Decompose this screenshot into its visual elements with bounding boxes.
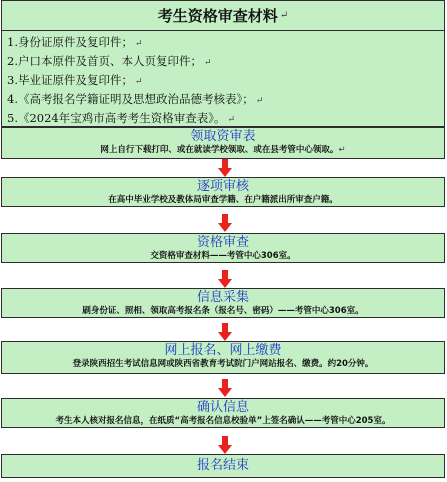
step-box-confirm-info — [1, 398, 445, 428]
down-arrow-icon — [218, 323, 232, 341]
materials-item: 3.毕业证原件及复印件； ↵ — [7, 73, 143, 87]
step-description: 考生本人核对报名信息，在纸质“高考报名信息校验单”上签名确认——考管中心205室。 — [55, 416, 391, 426]
materials-title — [2, 1, 444, 31]
step-box-item-review — [1, 177, 445, 207]
materials-item: 5.《2024年宝鸡市高考考生资格审查表》。 ↵ — [7, 111, 236, 125]
paragraph-mark: ↵ — [279, 10, 289, 21]
step-description: 刷身份证、照相、领取高考报名条（报名号、密码）——考管中心306室。 — [82, 306, 364, 316]
step-description: 交资格审查材料——考管中心306室。 — [150, 251, 296, 261]
step-description: 登录陕西招生考试信息网或陕西省教育考试院门户网站报名、缴费。约20分钟。 — [72, 359, 374, 369]
step-box-online-registration — [1, 341, 445, 374]
materials-box — [1, 0, 445, 127]
step-title: 领取资审表 — [190, 129, 256, 144]
down-arrow-icon — [218, 214, 232, 232]
paragraph-mark: ↵ — [203, 58, 212, 68]
step-box-collect-form — [1, 127, 445, 159]
step-description: 网上自行下载打印、或在就读学校领取、或在县考管中心领取。↵ — [100, 145, 346, 155]
materials-list — [2, 31, 444, 128]
step-title: 信息采集 — [196, 290, 249, 305]
paragraph-mark: ↵ — [134, 39, 143, 49]
down-arrow-icon — [218, 159, 232, 177]
down-arrow-icon — [218, 270, 232, 288]
materials-title-text: 考生资格审查材料 — [157, 7, 278, 25]
step-box-info-collection — [1, 288, 445, 318]
step-title: 资格审查 — [196, 235, 249, 250]
paragraph-mark: ↵ — [134, 77, 143, 87]
materials-item: 4.《高考报名学籍证明及思想政治品德考核表》； ↵ — [7, 92, 264, 106]
step-title: 逐项审核 — [196, 179, 249, 194]
step-box-qualification-check — [1, 233, 445, 263]
down-arrow-icon — [218, 379, 232, 397]
materials-item: 2.户口本原件及首页、本人页复印件； ↵ — [7, 54, 212, 68]
down-arrow-icon — [218, 436, 232, 454]
paragraph-mark: ↵ — [255, 96, 264, 106]
step-title: 报名结束 — [196, 458, 249, 473]
step-box-registration-end — [1, 454, 445, 478]
step-description: 在高中毕业学校及教体局审查学籍、在户籍派出所审查户籍。 — [108, 195, 338, 205]
step-title: 网上报名、网上缴费 — [164, 343, 282, 358]
paragraph-mark: ↵ — [227, 115, 236, 125]
materials-item: 1.身份证原件及复印件； ↵ — [7, 35, 143, 49]
step-title: 确认信息 — [196, 400, 249, 415]
